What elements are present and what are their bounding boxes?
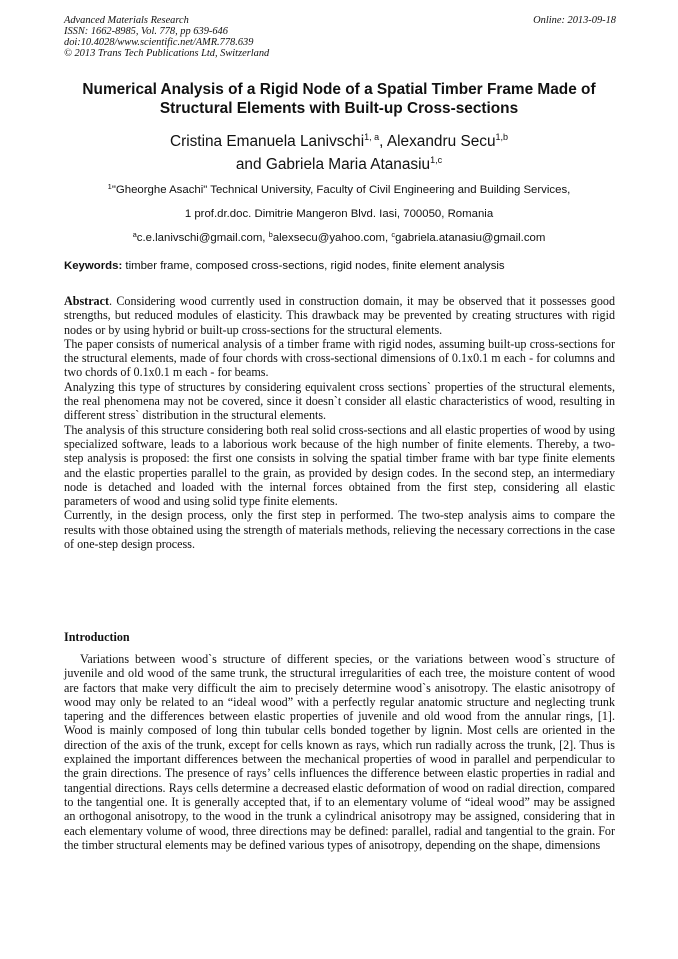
paper-title	[40, 80, 638, 118]
author-2-sup: 1,b	[495, 132, 509, 142]
email-b-sup: b	[268, 230, 273, 239]
keywords-label: Keywords:	[64, 260, 123, 272]
author-1-name: Cristina Emanuela Lanivschi	[169, 133, 365, 150]
abstract-paragraph-4: The analysis of this structure considering both real solid cross-sections and all elastic properties of wood by using specialized software, leads to a laborious work because of the high number of finite elements. Thereby, a two-step analysis is proposed: the first one consists in solving the spatial timber frame with bar type finite elements and the elastic properties parallel to the grain, as provided by design codes. In the second step, an intermediary node is detached and loaded with the internal forces obtained from the first step, considering all elastic parameters of wood and using solid type finite elements.	[64, 422, 615, 509]
email-a-sup: a	[132, 230, 137, 239]
author-3-sup: 1,c	[430, 155, 443, 165]
keywords-text: timber frame, composed cross-sections, rigid nodes, finite element analysis	[122, 260, 505, 272]
abstract-paragraph-3: Analyzing this type of structures by considering equivalent cross sections` properties of the structural elements, the real phenomena may not be covered, since it doesn`t consider all elastic characteristics of wood, resulting in different stress` distribution in the structural elements.	[64, 379, 615, 423]
section-heading-introduction: Introduction	[64, 630, 130, 644]
author-and: and	[235, 156, 266, 173]
introduction-paragraph-1: Variations between wood`s structure of different species, or the variations between wood`s structure of juvenile and old wood of the same trunk, the structural irregularities of each tree, the moisture content of wood are factors that make very difficult the aim to precisely determine wood`s anisotropy. The elastic anisotropy of wood may only be related to an “ideal wood” with a perfectly regular anatomic structure and neglecting trunk tapering and the differences between elastic properties of juvenile and old wood from the annular rings, [1]. Wood is mainly composed of long thin tubular cells bonded together by lignin. Most cells are oriented in the direction of the axis of the trunk, except for cells known as rays, which run radially across the trunk, [2]. Thus is explained the important differences between the mechanical properties of wood in parallel and perpendicular to the grain directions. The presence of rays’ cells influences the difference between elastic properties in radial and tangential directions. Rays cells determine a decreased elastic deformation of wood on radial direction, compared to the tangential one. It is generally accepted that, if to an elementary volume of “ideal wood” may be assigned an orthogonal anisotropy, to the wood in the trunk a cylindrical anisotropy may be assigned, considering that in each elementary volume of wood, three directions may be defined: parallel, radial and tangential to the grain. For the timber structural elements may be defined various types of anisotropy, depending on the shape, dimensions	[64, 652, 615, 852]
affiliation-address: 1 prof.dr.doc. Dimitrie Mangeron Blvd. Iasi, 700050, Romania	[184, 208, 494, 220]
title-line-1: Numerical Analysis of a Rigid Node of a Spatial Timber Frame Made of	[82, 81, 596, 98]
title-line-2: Structural Elements with Built-up Cross-sections	[159, 100, 519, 117]
journal-header	[64, 15, 616, 59]
introduction-section	[64, 652, 615, 852]
author-separator: ,	[379, 133, 387, 150]
copyright-line: © 2013 Trans Tech Publications Ltd, Switzerland	[64, 48, 270, 59]
email-a: c.e.lanivschi@gmail.com,	[136, 232, 269, 244]
abstract-label: Abstract	[64, 294, 110, 308]
abstract-paragraph-1	[64, 294, 615, 337]
abstract-paragraph-5: Currently, in the design process, only the first step in performed. The two-step analysis aims to compare the results with those obtained using the strength of materials methods, relieving the necessary corrections in the case of one-step design process.	[64, 508, 615, 552]
online-date: Online: 2013-09-18	[533, 15, 616, 26]
journal-name: Advanced Materials Research	[64, 15, 189, 26]
issn-line: ISSN: 1662-8985, Vol. 778, pp 639-646	[64, 26, 228, 37]
doi-line: doi:10.4028/www.scientific.net/AMR.778.639	[64, 37, 254, 48]
email-line	[20, 226, 658, 250]
author-3-name: Gabriela Maria Atanasiu	[265, 156, 431, 173]
email-b: alexsecu@yahoo.com,	[272, 232, 392, 244]
author-line-2	[40, 153, 638, 176]
affiliation-sup: 1	[107, 182, 112, 191]
keywords-line	[64, 259, 616, 274]
email-c-sup: c	[391, 230, 396, 239]
affiliation-block	[20, 178, 658, 250]
author-2-name: Alexandru Secu	[386, 133, 496, 150]
author-list	[40, 130, 638, 176]
email-c: gabriela.atanasiu@gmail.com	[395, 232, 546, 244]
abstract-paragraph-2: The paper consists of numerical analysis of a timber frame with rigid nodes, assuming built-up cross-sections for the structural elements, made of four chords with cross-sectional dimensions of 0.1x0.1 m each - for columns and two chords of 0.1x0.1 m each - for beams.	[64, 336, 615, 380]
affiliation-institution: "Gheorghe Asachi" Technical University, Faculty of Civil Engineering and Building Services,	[111, 184, 571, 196]
abstract-section	[64, 294, 615, 551]
abstract-p1-text: . Considering wood currently used in construction domain, it may be observed that it possesses good strengths, but reduced modules of elasticity. This drawback may be prevented by creating structures with rigid nodes or by using hybrid or built-up cross-sections for the structural elements.	[64, 294, 615, 337]
author-1-sup: 1, a	[364, 132, 380, 142]
affiliation-line-1	[20, 178, 658, 202]
author-line-1	[40, 130, 638, 153]
